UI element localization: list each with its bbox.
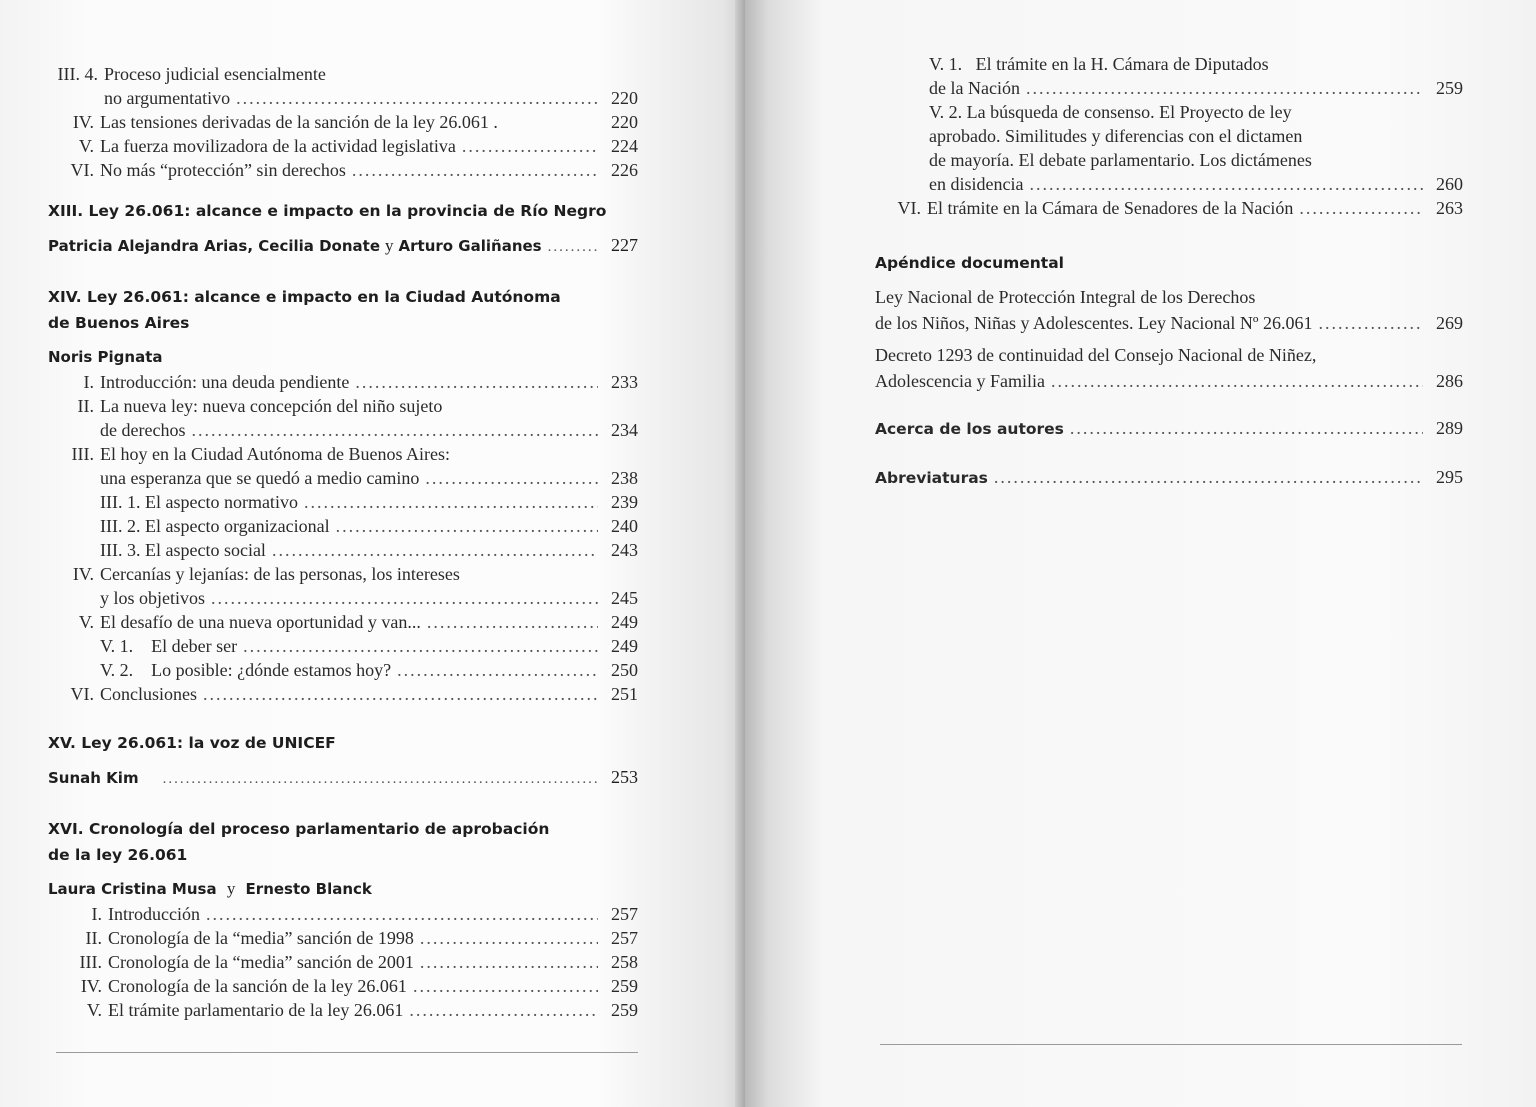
toc-entry xyxy=(48,682,638,706)
entry-title: V. 2. Lo posible: ¿dónde estamos hoy? xyxy=(100,660,392,680)
entry-title: No más “protección” sin derechos xyxy=(100,160,346,180)
toc-entry xyxy=(48,610,638,634)
chapter-xv-title: XV. Ley 26.061: la voz de UNICEF xyxy=(48,734,336,752)
entry-number: I. xyxy=(91,904,102,924)
page-number: 239 xyxy=(611,492,638,512)
entry-number: IV. xyxy=(80,976,102,996)
page-number: 286 xyxy=(1436,371,1463,391)
entry-number: IV. xyxy=(72,564,94,584)
toc-entry xyxy=(48,974,638,998)
entry-title: Conclusiones xyxy=(100,684,197,704)
page-number: 238 xyxy=(611,468,638,488)
entry-title: El hoy en la Ciudad Autónoma de Buenos Aires: xyxy=(100,444,450,464)
dot-leader xyxy=(304,490,598,514)
toc-entry xyxy=(875,100,1463,124)
chapter-xvi-title-cont: de la ley 26.061 xyxy=(48,846,188,864)
toc-entry xyxy=(48,950,638,974)
entry-title: La fuerza movilizadora de la actividad legislativa xyxy=(100,136,456,156)
page-number: 240 xyxy=(611,516,638,536)
entry-number: V. xyxy=(78,612,94,632)
authors-and: y xyxy=(226,879,236,898)
toc-entry xyxy=(48,998,638,1022)
entry-number: III. xyxy=(71,444,94,464)
page-number: 257 xyxy=(611,904,638,924)
toc-entry xyxy=(48,658,638,682)
entry-title: El trámite en la Cámara de Senadores de la Nación xyxy=(927,198,1294,218)
page-number: 258 xyxy=(611,952,638,972)
dot-leader xyxy=(413,974,598,998)
chapter-xvi-authors xyxy=(48,876,638,902)
entry-title-cont: de la Nación xyxy=(929,78,1020,98)
entry-number: VI. xyxy=(70,684,94,704)
left-toc xyxy=(48,62,638,1022)
chapter-xiv-title: XIV. Ley 26.061: alcance e impacto en la Ciudad Autónoma xyxy=(48,288,561,306)
entry-number: I. xyxy=(83,372,94,392)
entry-title: Cronología de la sanción de la ley 26.061 xyxy=(108,976,407,996)
entry-number: II. xyxy=(85,928,102,948)
page-number: 263 xyxy=(1436,198,1463,218)
entry-number: VI. xyxy=(70,160,94,180)
entry-title: Introducción xyxy=(108,904,200,924)
page-number: 259 xyxy=(611,976,638,996)
appendix-doc2-line2: Adolescencia y Familia xyxy=(875,371,1045,391)
toc-entry-continuation xyxy=(48,86,638,110)
about-authors-title: Acerca de los autores xyxy=(875,420,1064,438)
footer-rule xyxy=(56,1052,638,1053)
dot-leader xyxy=(191,418,598,442)
dot-leader xyxy=(420,926,598,950)
toc-entry xyxy=(48,370,638,394)
entry-title: Proceso judicial esencialmente xyxy=(104,64,326,84)
toc-entry xyxy=(48,62,638,86)
page-number: 260 xyxy=(1436,174,1463,194)
toc-entry-continuation xyxy=(48,466,638,490)
toc-entry xyxy=(48,562,638,586)
toc-entry xyxy=(48,394,638,418)
entry-title: Cronología de la “media” sanción de 1998 xyxy=(108,928,414,948)
entry-title: V. 1. El trámite en la H. Cámara de Diputados xyxy=(929,54,1269,74)
toc-entry-continuation xyxy=(875,124,1463,148)
entry-title-cont: una esperanza que se quedó a medio camino xyxy=(100,468,420,488)
toc-entry xyxy=(48,634,638,658)
dot-leader xyxy=(1051,368,1423,394)
page-number: 259 xyxy=(611,1000,638,1020)
entry-title: Cercanías y lejanías: de las personas, los intereses xyxy=(100,564,460,584)
authors-names: Patricia Alejandra Arias, Cecilia Donate xyxy=(48,237,381,255)
page-number: 220 xyxy=(611,88,638,108)
dot-leader xyxy=(425,466,598,490)
entry-title-cont: de mayoría. El debate parlamentario. Los dictámenes xyxy=(929,150,1312,170)
dot-leader xyxy=(203,682,598,706)
toc-entry xyxy=(48,110,638,134)
right-page xyxy=(745,0,1536,1107)
toc-entry-continuation xyxy=(875,148,1463,172)
entry-title: V. 2. La búsqueda de consenso. El Proyecto de ley xyxy=(929,102,1292,122)
dot-leader xyxy=(420,950,598,974)
toc-entry xyxy=(48,902,638,926)
page-number: 245 xyxy=(611,588,638,608)
entry-number: III. xyxy=(79,952,102,972)
toc-entry xyxy=(48,134,638,158)
entry-title: Cronología de la “media” sanción de 2001 xyxy=(108,952,414,972)
entry-number: III. 4. xyxy=(57,64,98,84)
toc-entry xyxy=(48,158,638,182)
toc-entry xyxy=(48,442,638,466)
entry-title-cont: no argumentativo xyxy=(104,88,231,108)
appendix-doc1-line1: Ley Nacional de Protección Integral de los Derechos xyxy=(875,287,1256,307)
page-number: 257 xyxy=(611,928,638,948)
dot-leader xyxy=(548,234,598,260)
chapter-xiv-title-cont: de Buenos Aires xyxy=(48,314,190,332)
dot-leader xyxy=(236,86,598,110)
entry-title: El trámite parlamentario de la ley 26.061 xyxy=(108,1000,404,1020)
toc-entry-continuation xyxy=(48,418,638,442)
dot-leader xyxy=(163,766,598,792)
entry-title: Las tensiones derivadas de la sanción de la ley 26.061 . xyxy=(100,112,498,132)
entry-title-cont: en disidencia xyxy=(929,174,1024,194)
dot-leader xyxy=(211,586,598,610)
page-number: 269 xyxy=(1436,313,1463,333)
toc-entry xyxy=(48,490,638,514)
authors-names: Laura Cristina Musa xyxy=(48,880,217,898)
abbreviations-title: Abreviaturas xyxy=(875,469,988,487)
entry-title: III. 1. El aspecto normativo xyxy=(100,492,298,512)
chapter-xiii-title: XIII. Ley 26.061: alcance e impacto en la provincia de Río Negro xyxy=(48,202,607,220)
entry-title-cont: aprobado. Similitudes y diferencias con el dictamen xyxy=(929,126,1303,146)
dot-leader xyxy=(409,998,598,1022)
toc-entry-continuation xyxy=(48,586,638,610)
dot-leader xyxy=(272,538,598,562)
dot-leader xyxy=(397,658,598,682)
toc-entry xyxy=(48,538,638,562)
page-number: 289 xyxy=(1436,418,1463,438)
page-number: 227 xyxy=(611,235,638,255)
dot-leader xyxy=(1029,172,1423,196)
page-number: 233 xyxy=(611,372,638,392)
page-number: 249 xyxy=(611,612,638,632)
dot-leader xyxy=(1299,196,1423,220)
appendix-doc1 xyxy=(875,310,1463,336)
authors-names: Ernesto Blanck xyxy=(245,880,372,898)
page-number: 259 xyxy=(1436,78,1463,98)
dot-leader xyxy=(243,634,598,658)
appendix-doc1-line2: de los Niños, Niñas y Adolescentes. Ley Nacional Nº 26.061 xyxy=(875,313,1313,333)
entry-number: IV. xyxy=(72,112,94,132)
entry-title: El desafío de una nueva oportunidad y van... xyxy=(100,612,421,632)
toc-entry xyxy=(875,196,1463,220)
entry-number: II. xyxy=(77,396,94,416)
about-authors-entry xyxy=(875,416,1463,441)
entry-title: La nueva ley: nueva concepción del niño sujeto xyxy=(100,396,443,416)
entry-title-cont: y los objetivos xyxy=(100,588,206,608)
entry-title: III. 3. El aspecto social xyxy=(100,540,266,560)
page-number: 250 xyxy=(611,660,638,680)
chapter-xvi-title: XVI. Cronología del proceso parlamentario de aprobación xyxy=(48,820,550,838)
page-number: 220 xyxy=(611,112,638,132)
dot-leader xyxy=(206,902,598,926)
page-number: 249 xyxy=(611,636,638,656)
toc-entry-continuation xyxy=(875,76,1463,100)
authors-names: Sunah Kim xyxy=(48,769,139,787)
toc-entry xyxy=(48,926,638,950)
entry-number: V. xyxy=(86,1000,102,1020)
dot-leader xyxy=(1319,310,1423,336)
right-toc xyxy=(875,52,1463,490)
page-number: 253 xyxy=(611,767,638,787)
dot-leader xyxy=(427,610,598,634)
chapter-xiii-authors xyxy=(48,232,638,260)
dot-leader xyxy=(994,465,1423,489)
entry-number: V. xyxy=(78,136,94,156)
dot-leader xyxy=(355,370,598,394)
dot-leader xyxy=(462,134,598,158)
left-page xyxy=(0,0,745,1107)
abbreviations-entry xyxy=(875,465,1463,490)
entry-title-cont: de derechos xyxy=(100,420,186,440)
page-number: 224 xyxy=(611,136,638,156)
entry-title: V. 1. El deber ser xyxy=(100,636,238,656)
authors-and: y xyxy=(385,236,394,255)
page-number: 295 xyxy=(1436,467,1463,487)
dot-leader xyxy=(1026,76,1423,100)
dot-leader xyxy=(336,514,598,538)
appendix-title: Apéndice documental xyxy=(875,254,1064,272)
page-number: 226 xyxy=(611,160,638,180)
dot-leader xyxy=(352,158,598,182)
authors-names: Arturo Galiñanes xyxy=(398,237,542,255)
dot-leader xyxy=(1070,416,1423,440)
toc-entry-continuation xyxy=(875,172,1463,196)
page-number: 251 xyxy=(611,684,638,704)
page-number: 234 xyxy=(611,420,638,440)
chapter-xiv-author: Noris Pignata xyxy=(48,348,163,366)
appendix-doc2 xyxy=(875,368,1463,394)
toc-entry xyxy=(48,514,638,538)
entry-number: VI. xyxy=(897,198,921,218)
entry-title: III. 2. El aspecto organizacional xyxy=(100,516,330,536)
toc-entry xyxy=(875,52,1463,76)
entry-title: Introducción: una deuda pendiente xyxy=(100,372,350,392)
appendix-doc2-line1: Decreto 1293 de continuidad del Consejo Nacional de Niñez, xyxy=(875,345,1317,365)
page-number: 243 xyxy=(611,540,638,560)
chapter-xv-author xyxy=(48,764,638,792)
footer-rule xyxy=(880,1044,1462,1045)
